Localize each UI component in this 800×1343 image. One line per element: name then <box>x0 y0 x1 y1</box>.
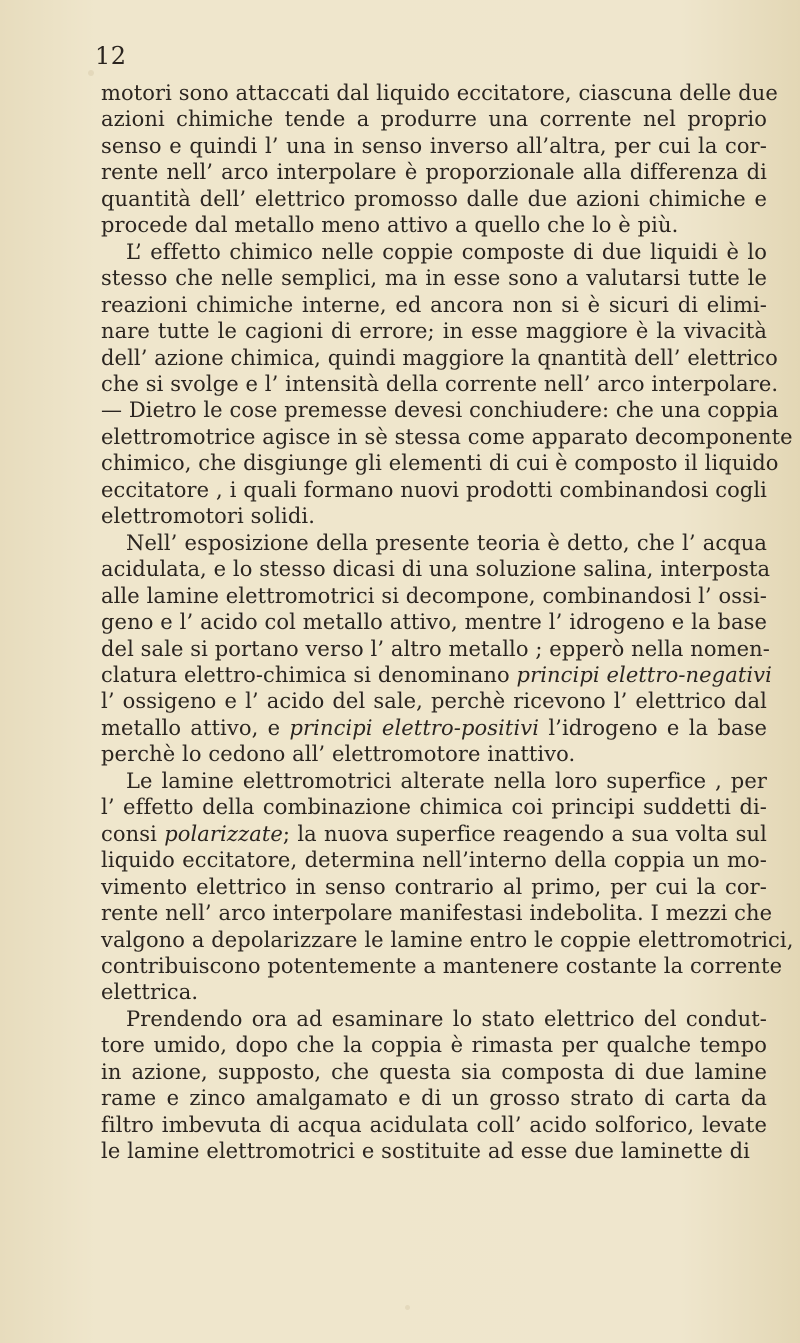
text-line: l’ ossigeno e l’ acido del sale, perchè ricevono l’ elettrico dal <box>101 689 767 714</box>
text-line: motori sono attaccati dal liquido eccitatore, ciascuna delle due <box>101 81 778 105</box>
text-line: azioni chimiche tende a produrre una corrente nel proprio <box>101 107 767 132</box>
text-line: rente nell’ arco interpolare manifestasi indebolita. I mezzi che <box>101 901 773 926</box>
text-line: Nell’ esposizione della presente teoria è detto, che l’ acqua <box>126 530 767 555</box>
text-line: acidulata, e lo stesso dicasi di una soluzione salina, interposta <box>101 557 771 582</box>
text-segment: ; la nuova superfice reagendo a sua volta sul <box>282 821 767 846</box>
text-line: valgono a depolarizzare le lamine entro le coppie elettromotrici, <box>101 927 794 952</box>
text-line: rame e zinco amalgamato e di un grosso strato di carta da <box>101 1086 767 1111</box>
italic-term: principi elettro-negativi <box>516 662 772 687</box>
text-line: elettromotrice agisce in sè stessa come apparato decomponente <box>101 424 793 449</box>
text-line: liquido eccitatore, determina nell’interno della coppia un mo- <box>101 848 767 873</box>
text-line: procede dal metallo meno attivo a quello che lo è più. <box>101 213 679 238</box>
text-line: vimento elettrico in senso contrario al primo, per cui la cor- <box>101 874 767 899</box>
text-line: Le lamine elettromotrici alterate nella loro superfice , per <box>126 768 767 793</box>
text-line: che si svolge e l’ intensità della corrente nell’ arco interpolare. <box>101 371 779 396</box>
text-line: nare tutte le cagioni di errore; in esse maggiore è la vivacità <box>101 319 767 344</box>
text-line: del sale si portano verso l’ altro metallo ; epperò nella nomen- <box>101 636 771 661</box>
text-line: in azione, supposto, che questa sia composta di due lamine <box>101 1059 767 1084</box>
text-line: tore umido, dopo che la coppia è rimasta per qualche tempo <box>101 1033 767 1058</box>
text-segment: clatura elettro-chimica si denominano <box>101 662 517 687</box>
text-line: contribuiscono potentemente a mantenere costante la corrente <box>101 953 783 978</box>
text-line: senso e quindi l’ una in senso inverso all’altra, per cui la cor- <box>101 133 767 158</box>
text-line: reazioni chimiche interne, ed ancora non si è sicuri di elimi- <box>101 292 767 317</box>
text-segment: consi <box>101 821 165 846</box>
text-line: rente nell’ arco interpolare è proporzionale alla differenza di <box>101 160 767 185</box>
text-line: perchè lo cedono all’ elettromotore inattivo. <box>101 742 576 767</box>
text-line: quantità dell’ elettrico promosso dalle due azioni chimiche e <box>101 186 767 211</box>
paper-stain <box>88 70 94 76</box>
text-line: Prendendo ora ad esaminare lo stato elettrico del condut- <box>126 1006 767 1031</box>
text-line <box>101 715 767 741</box>
text-line: — Dietro le cose premesse devesi conchiudere: che una coppia <box>101 398 779 423</box>
italic-term: principi elettro-positivi <box>289 715 540 740</box>
text-segment: metallo attivo, e <box>101 715 290 740</box>
text-line: eccitatore , i quali formano nuovi prodotti combinandosi cogli <box>101 477 767 502</box>
text-line <box>101 821 767 847</box>
text-line: elettrica. <box>101 980 199 1005</box>
text-line: stesso che nelle semplici, ma in esse sono a valutarsi tutte le <box>101 266 767 291</box>
paper-stain <box>405 1305 410 1310</box>
body-text <box>101 80 794 1165</box>
text-line: le lamine elettromotrici e sostituite ad esse due laminette di <box>101 1139 750 1164</box>
text-line: L’ effetto chimico nelle coppie composte di due liquidi è lo <box>126 239 767 264</box>
text-line: geno e l’ acido col metallo attivo, mentre l’ idrogeno e la base <box>101 610 767 635</box>
text-line: dell’ azione chimica, quindi maggiore la qnantità dell’ elettrico <box>101 345 778 370</box>
text-line: filtro imbevuta di acqua acidulata coll’ acido solforico, levate <box>101 1112 767 1137</box>
page-number: 12 <box>95 42 127 70</box>
text-line: l’ effetto della combinazione chimica coi principi suddetti di- <box>101 795 767 820</box>
italic-term: polarizzate <box>164 821 283 846</box>
text-line: chimico, che disgiunge gli elementi di cui è composto il liquido <box>101 451 779 476</box>
text-line <box>101 662 772 688</box>
text-segment: l’idrogeno e la base <box>539 715 768 740</box>
text-line: alle lamine elettromotrici si decompone, combinandosi l’ ossi- <box>101 583 767 608</box>
text-line: elettromotori solidi. <box>101 504 315 529</box>
